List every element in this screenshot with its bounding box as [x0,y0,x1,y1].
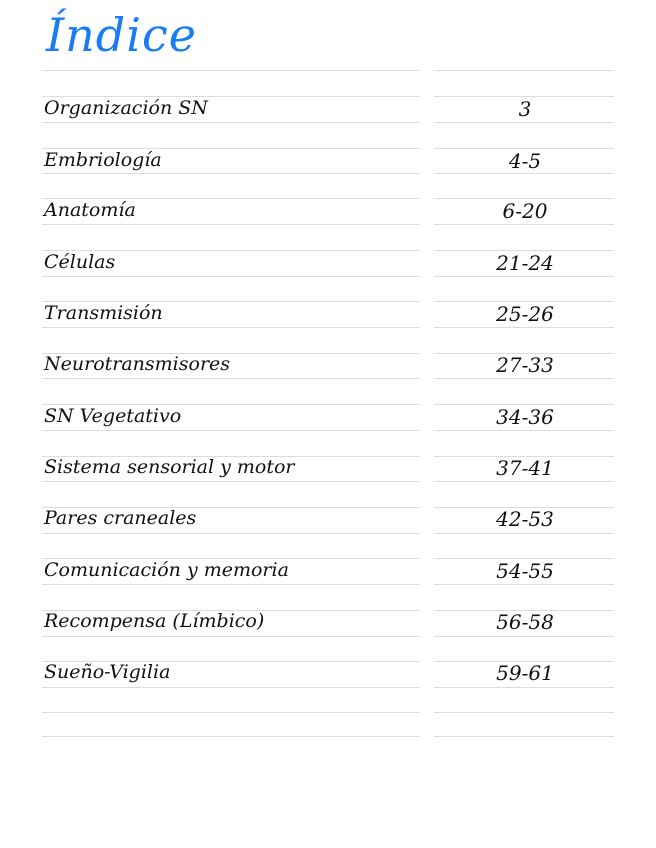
rule-line [42,636,420,637]
index-entry-name: Pares craneales [44,507,197,529]
rule-line [434,533,614,534]
rule-line [42,584,420,585]
rule-line [42,327,420,328]
rule-line [42,712,420,713]
rule-line [42,736,420,737]
rule-line [434,378,614,379]
rule-line [434,584,614,585]
rule-line [434,173,614,174]
rule-line [42,430,420,431]
rule-line [434,736,614,737]
rule-line [434,481,614,482]
index-entry-name: Anatomía [44,199,136,221]
index-entry-pages: 54-55 [496,559,554,583]
index-entry-pages: 56-58 [496,610,554,634]
index-entry-name: SN Vegetativo [44,405,182,427]
rule-line [434,687,614,688]
index-entry-pages: 59-61 [496,661,554,685]
rule-line [42,378,420,379]
rule-line [42,276,420,277]
rule-line [434,430,614,431]
index-entry-pages: 21-24 [496,251,554,275]
index-entry-pages: 27-33 [496,353,554,377]
page-title: Índice [46,8,197,62]
rule-line [42,122,420,123]
index-entry-pages: 25-26 [496,302,554,326]
index-entry-pages: 3 [518,97,532,121]
rule-line [434,636,614,637]
index-entry-name: Sistema sensorial y motor [44,456,295,478]
rule-line [434,70,614,71]
index-entry-pages: 6-20 [502,199,548,223]
rule-line [42,224,420,225]
rule-line [434,122,614,123]
rule-line [434,224,614,225]
index-entry-name: Sueño-Vigilia [44,661,171,683]
rule-line [42,533,420,534]
rule-line [434,276,614,277]
rule-line [434,712,614,713]
index-entry-name: Organización SN [44,97,208,119]
index-entry-name: Embriología [44,149,162,171]
index-entry-pages: 34-36 [496,405,554,429]
rule-line [42,70,420,71]
rule-line [42,687,420,688]
index-entry-name: Células [44,251,116,273]
rule-line [434,327,614,328]
rule-line [42,481,420,482]
index-entry-name: Recompensa (Límbico) [44,610,265,632]
index-entry-pages: 42-53 [496,507,554,531]
index-entry-name: Neurotransmisores [44,353,231,375]
index-entry-name: Transmisión [44,302,163,324]
index-entry-pages: 37-41 [496,456,554,480]
index-entry-pages: 4-5 [508,149,542,173]
index-entry-name: Comunicación y memoria [44,559,289,581]
rule-line [42,173,420,174]
